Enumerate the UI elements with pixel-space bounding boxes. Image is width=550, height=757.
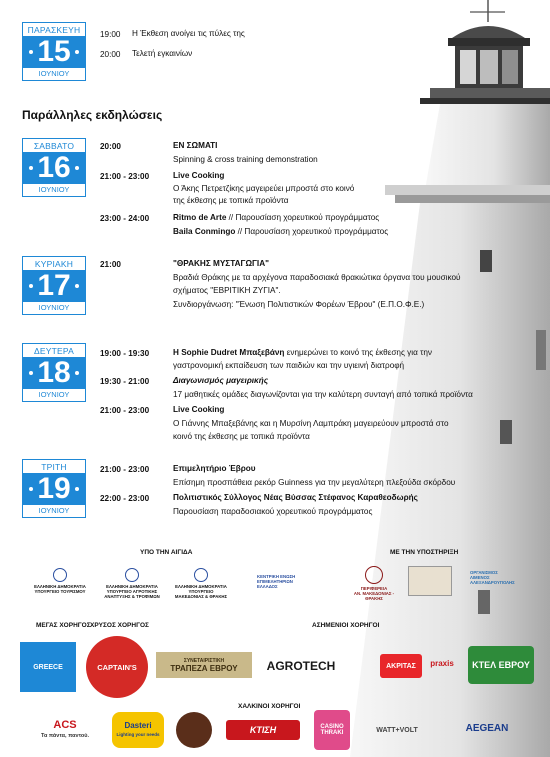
event-desc: γαστρονομική εκπαίδευση των παιδιών και την υγιεινή διατροφή — [173, 361, 405, 370]
praxis-logo — [424, 656, 460, 670]
event-title: Η Sophie Dudret Μπαξεβάνη — [173, 348, 285, 357]
date-box-monday — [22, 343, 86, 402]
event-desc: // Παρουσίαση χορευτικού προγράμματος — [235, 227, 389, 236]
day-number: 18 — [23, 357, 85, 389]
event-title: Επιμελητήριο Έβρου — [173, 464, 256, 473]
date-box-friday — [22, 22, 86, 81]
bronze-sponsors-heading: ΧΑΛΚΙΝΟΙ ΧΟΡΗΓΟΙ — [238, 703, 301, 710]
port-authority-logo — [456, 570, 516, 585]
logo-text: ΕΛΛΗΝΙΚΗ ΔΗΜΟΚΡΑΤΙΑ ΥΠΟΥΡΓΕΙΟ ΤΟΥΡΙΣΜΟΥ — [34, 584, 86, 594]
event-desc: κοινό της έκθεσης με τοπικά προϊόντα — [173, 432, 310, 441]
event-desc: ενημερώνει το κοινό της έκθεσης για την — [284, 348, 432, 357]
logo-text: WATT+VOLT — [376, 726, 418, 734]
aegean-logo — [440, 716, 534, 740]
event-time: 19:00 - 19:30 — [100, 349, 150, 358]
logo-text: praxis — [430, 658, 454, 668]
watt-volt-logo — [362, 716, 432, 744]
vergina-sun-icon — [365, 566, 383, 584]
weekday-label: ΤΡΙΤΗ — [41, 462, 67, 472]
casino-thraki-logo — [314, 710, 350, 750]
bakery-logo — [176, 712, 212, 748]
event-desc: 17 μαθητικές ομάδες διαγωνίζονται για την καλύτερη συνταγή από τοπικά προϊόντα — [173, 390, 473, 399]
event-desc: της έκθεσης με τοπικά προϊόντα — [173, 196, 289, 205]
event-title: Live Cooking — [173, 405, 225, 414]
weekday-label: ΣΑΒΒΑΤΟ — [33, 141, 75, 151]
date-box-saturday — [22, 138, 86, 197]
weekday-label: ΚΥΡΙΑΚΗ — [34, 259, 74, 269]
logo-text: AGROTECH — [266, 659, 336, 673]
day-number: 19 — [23, 473, 85, 505]
captains-logo — [86, 636, 148, 698]
crest-icon — [53, 568, 67, 582]
ministry-agriculture-logo — [100, 568, 164, 599]
ktel-evrou-logo — [468, 646, 534, 684]
logo-text: Τα πάντα, παντού. — [41, 733, 89, 739]
acs-logo — [28, 716, 102, 746]
gold-sponsor-heading: ΧΡΥΣΟΣ ΧΟΡΗΓΟΣ — [90, 622, 149, 629]
event-desc: Ο Άκης Πετρετζίκης μαγειρεύει μπροστά στο κοινό — [173, 184, 355, 193]
event-desc: Παρουσίαση παραδοσιακού χορευτικού προγράμματος — [173, 507, 373, 516]
crest-icon — [194, 568, 208, 582]
month-label: ΙΟΥΝΙΟΥ — [38, 506, 70, 515]
with-support-heading: ΜΕ ΤΗΝ ΥΠΟΣΤΗΡΙΞΗ — [390, 549, 459, 556]
ministry-tourism-logo — [32, 568, 88, 594]
event-desc: σχήματος "ΕΒΡΙΤΙΚΗ ΖΥΓΙΑ". — [173, 286, 281, 295]
event-time: 21:00 - 23:00 — [100, 465, 150, 474]
event-line — [173, 347, 432, 358]
event-desc: Συνδιοργάνωση: "Ένωση Πολιτιστικών Φορέων Έβρου" (Ε.Π.Ο.Φ.Ε.) — [173, 300, 425, 309]
greece-logo — [20, 642, 76, 692]
event-title: "ΘΡΑΚΗΣ ΜΥΣΤΑΓΩΓΙΑ" — [173, 259, 270, 268]
date-box-tuesday — [22, 459, 86, 518]
event-time: 23:00 - 24:00 — [100, 214, 150, 223]
logo-text: ΚΤΙΣΗ — [249, 725, 277, 735]
event-title: Baila Conmingo — [173, 227, 236, 236]
logo-text: ΕΛΛΗΝΙΚΗ ΔΗΜΟΚΡΑΤΙΑ ΥΠΟΥΡΓΕΙΟ ΑΓΡΟΤΙΚΗΣ ΑΝΑΠΤΥΞΗΣ & ΤΡΟΦΙΜΩΝ — [104, 584, 160, 599]
section-title: Παράλληλες εκδηλώσεις — [22, 108, 163, 122]
dasteri-logo — [112, 712, 164, 748]
logo-text: AEGEAN — [465, 722, 509, 734]
event-desc: Επίσημη προσπάθεια ρεκόρ Guinness για την μεγαλύτερη πλεξούδα σκόρδου — [173, 478, 456, 487]
event-time: 21:00 — [100, 260, 121, 269]
event-line — [173, 212, 379, 223]
logo-text: GREECE — [33, 663, 63, 671]
logo-text: ΚΤΕΛ ΕΒΡΟΥ — [472, 660, 530, 670]
event-time: 19:30 - 21:00 — [100, 377, 150, 386]
weekday-label: ΠΑΡΑΣΚΕΥΗ — [27, 25, 81, 35]
logo-text: ΑΚΡΙΤΑΣ — [386, 662, 416, 670]
logo-text: ΠΕΡΙΦΕΡΕΙΑ ΑΝ. ΜΑΚΕΔΟΝΙΑΣ - ΘΡΑΚΗΣ — [353, 586, 395, 601]
silver-sponsors-heading: ΑΣΗΜΕΝΙΟΙ ΧΟΡΗΓΟΙ — [312, 622, 380, 629]
event-time: 22:00 - 23:00 — [100, 494, 150, 503]
event-title: Διαγωνισμός μαγειρικής — [173, 376, 269, 385]
month-label: ΙΟΥΝΙΟΥ — [38, 69, 70, 78]
ministry-macedonia-logo — [172, 568, 230, 599]
event-title: Πολιτιστικός Σύλλογος Νέας Βύσσας Στέφανος Καραθεοδωρής — [173, 493, 418, 502]
event-title: ΕΝ ΣΩΜΑΤΙ — [173, 141, 218, 150]
logo-text: ACS — [53, 719, 77, 731]
event-time: 21:00 - 23:00 — [100, 172, 150, 181]
akritas-logo — [380, 654, 422, 678]
date-box-sunday — [22, 256, 86, 315]
event-desc: Ο Γιάννης Μπαξεβάνης και η Μυρσίνη Λαμπράκη μαγειρεύουν μπροστά στο — [173, 419, 449, 428]
day-number: 15 — [23, 36, 85, 68]
month-label: ΙΟΥΝΙΟΥ — [38, 303, 70, 312]
event-text: Η Έκθεση ανοίγει τις πύλες της — [132, 29, 245, 38]
logo-text: CAPTAIN'S — [97, 662, 137, 672]
event-time: 20:00 — [100, 50, 121, 59]
crest-icon — [125, 568, 139, 582]
grand-sponsor-heading: ΜΕΓΑΣ ΧΟΡΗΓΟΣ — [36, 622, 91, 629]
region-logo — [346, 566, 402, 601]
event-desc: Spinning & cross training demonstration — [173, 155, 318, 164]
event-text: Τελετή εγκαινίων — [132, 49, 193, 58]
logo-text: Lighting your needs — [116, 732, 160, 737]
ktisi-logo — [226, 720, 300, 740]
event-time: 21:00 - 23:00 — [100, 406, 150, 415]
event-time: 19:00 — [100, 30, 121, 39]
keeue-logo — [243, 574, 303, 589]
trapeza-evrou-logo — [156, 652, 252, 678]
municipality-logo — [408, 566, 452, 596]
weekday-label: ΔΕΥΤΕΡΑ — [34, 346, 74, 356]
event-desc: Βραδιά Θράκης με τα αρχέγονα παραδοσιακά θρακιώτικα όργανα του μουσικού — [173, 273, 461, 282]
logo-text: CASINO THRAKI — [320, 724, 344, 736]
under-aegis-heading: ΥΠΟ ΤΗΝ ΑΙΓΙΔΑ — [140, 549, 193, 556]
month-label: ΙΟΥΝΙΟΥ — [38, 390, 70, 399]
logo-text: ΟΡΓΑΝΙΣΜΟΣ ΛΙΜΕΝΟΣ ΑΛΕΞΑΝΔΡΟΥΠΟΛΗΣ — [470, 570, 515, 585]
logo-text: ΚΕΝΤΡΙΚΗ ΕΝΩΣΗ ΕΠΙΜΕΛΗΤΗΡΙΩΝ ΕΛΛΑΔΟΣ — [257, 574, 296, 589]
day-number: 16 — [23, 152, 85, 184]
event-time: 20:00 — [100, 142, 121, 151]
event-title: Live Cooking — [173, 171, 225, 180]
event-desc: // Παρουσίαση χορευτικού προγράμματος — [226, 213, 380, 222]
logo-text: Dasteri — [124, 721, 152, 730]
event-title: Ritmo de Arte — [173, 213, 227, 222]
agrotech-logo — [258, 656, 344, 676]
logo-text: ΤΡΑΠΕΖΑ ΕΒΡΟΥ — [170, 664, 238, 673]
logo-text: ΕΛΛΗΝΙΚΗ ΔΗΜΟΚΡΑΤΙΑ ΥΠΟΥΡΓΕΙΟ ΜΑΚΕΔΟΝΙΑΣ & ΘΡΑΚΗΣ — [174, 584, 228, 599]
day-number: 17 — [23, 270, 85, 302]
event-line — [173, 226, 388, 237]
month-label: ΙΟΥΝΙΟΥ — [38, 185, 70, 194]
logo-text: ΣΥΝΕΤΑΙΡΙΣΤΙΚΗ — [183, 658, 225, 664]
